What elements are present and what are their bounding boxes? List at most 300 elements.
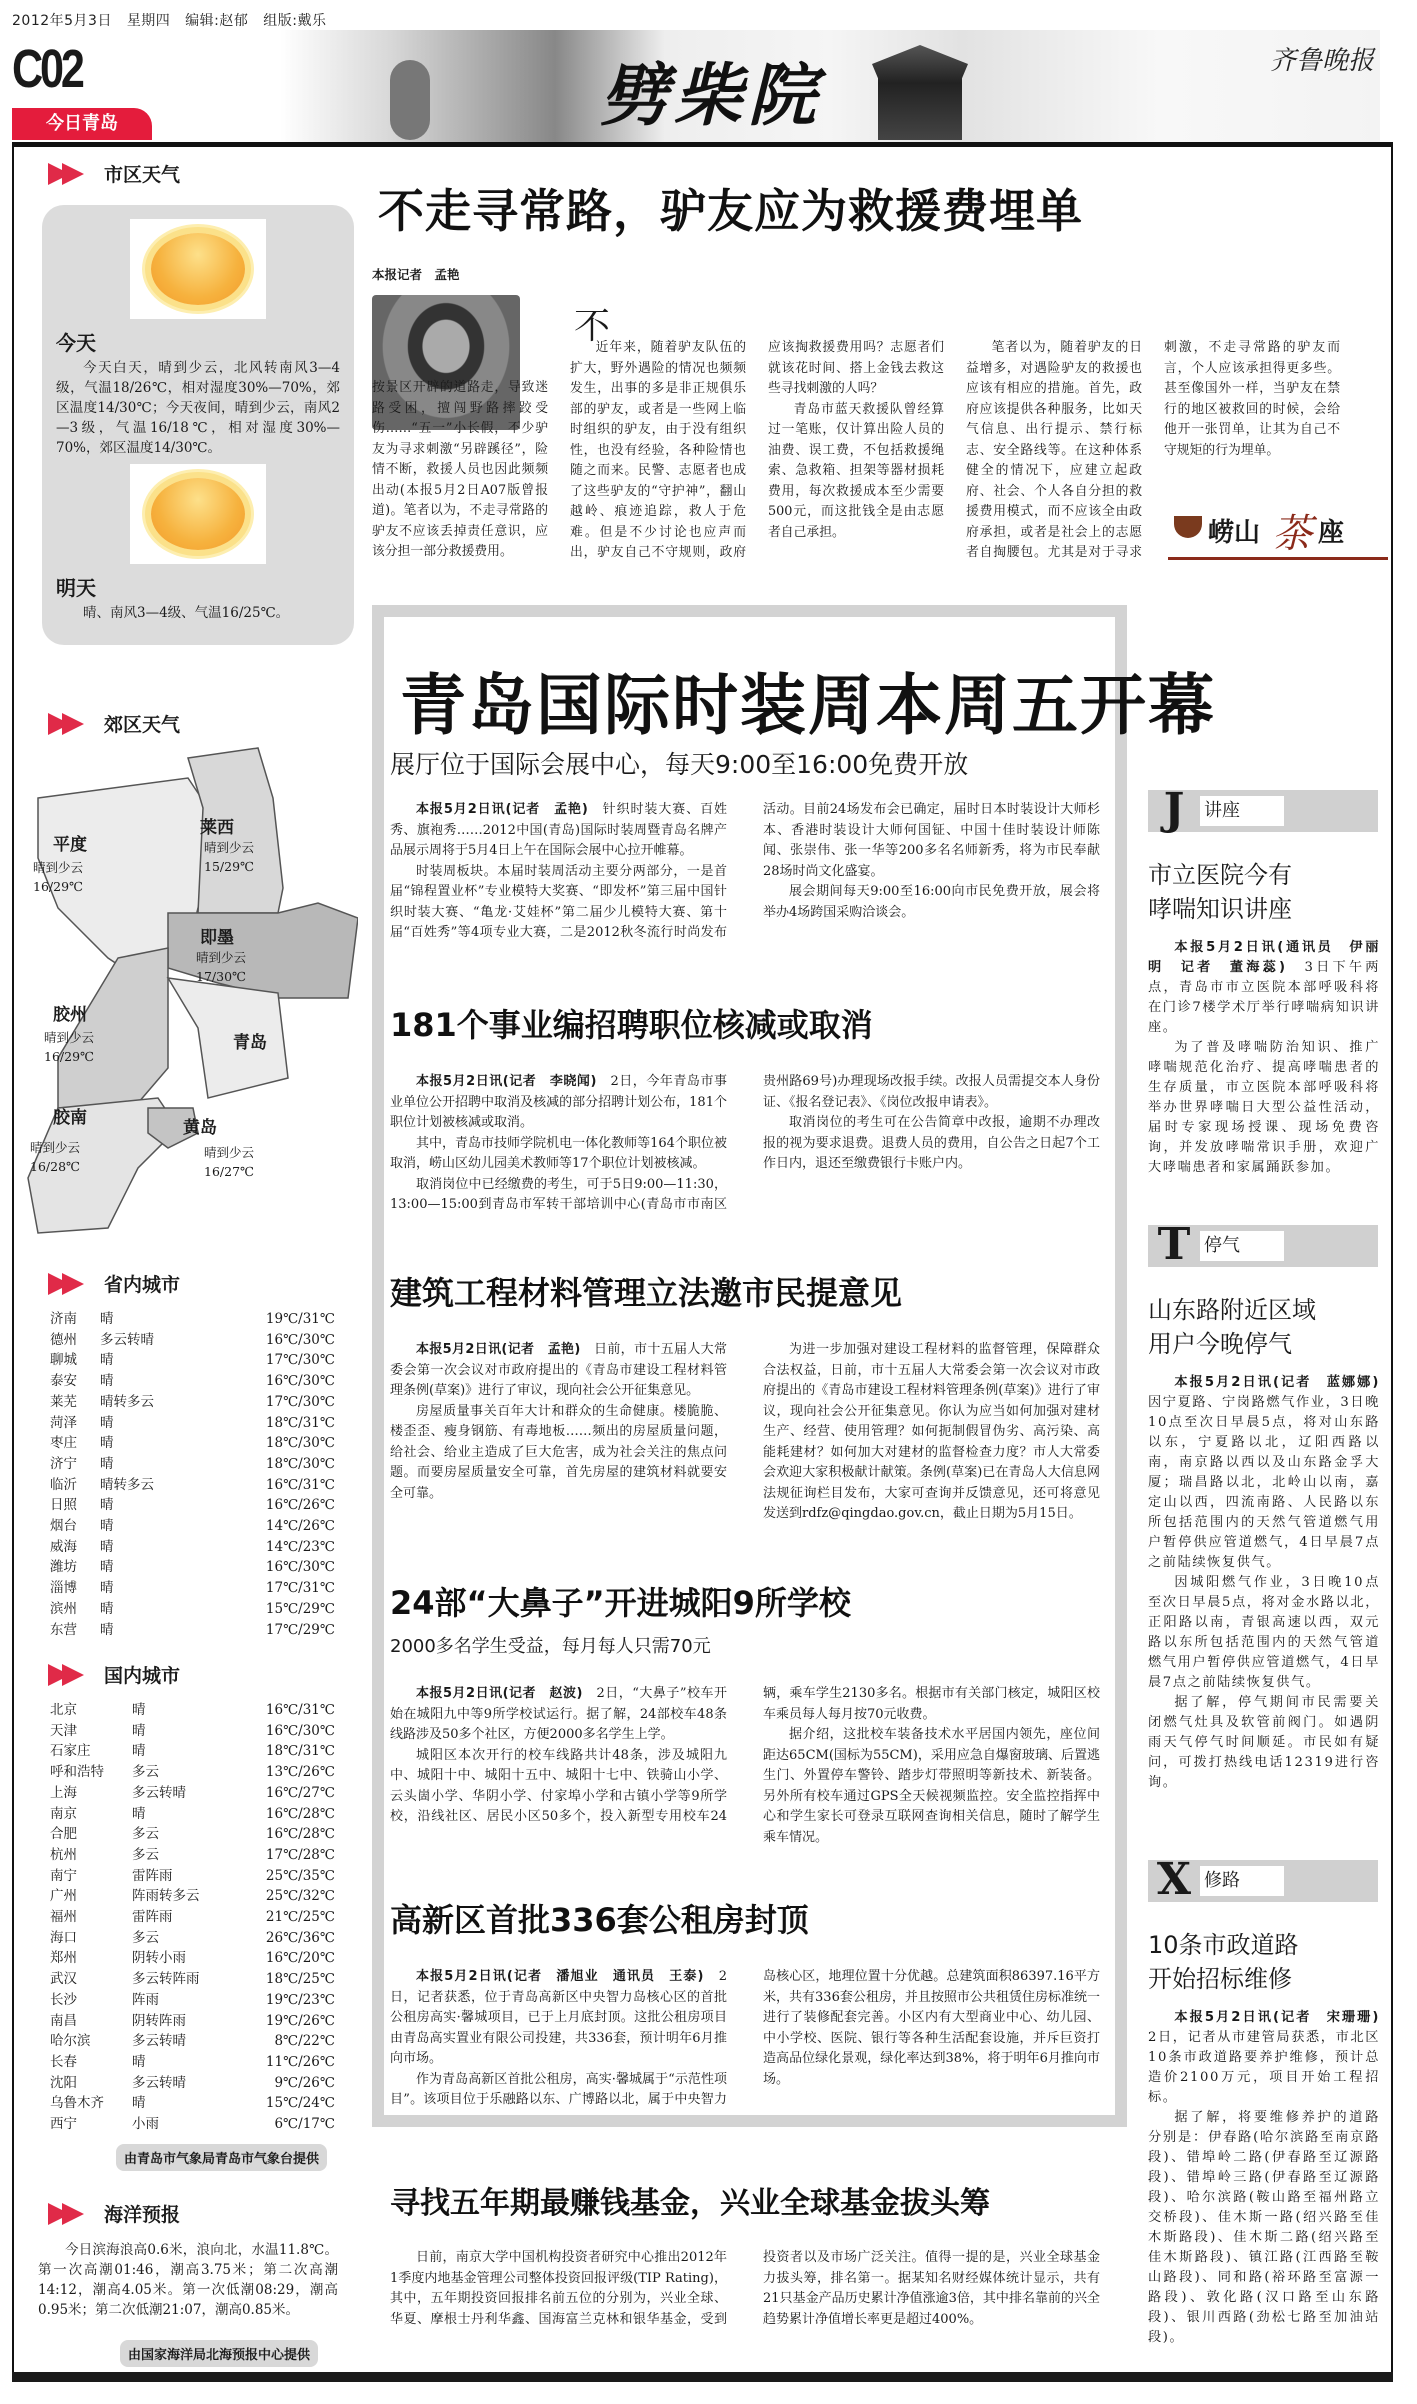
map-forecast-laixi: 晴到少云 15/29℃ <box>204 840 255 874</box>
city-weather-row <box>50 2073 335 2094</box>
map-label-jiaonan: 胶南 <box>53 1108 87 1128</box>
lead-paragraph <box>763 882 1100 923</box>
map-label-jiaozhou: 胶州 <box>53 1005 87 1025</box>
city-name: 德州 <box>50 1331 77 1348</box>
news-story <box>390 1578 1100 1848</box>
city-temp: 18℃/30℃ <box>265 1455 335 1472</box>
sun-icon <box>130 219 266 319</box>
city-name: 呼和浩特 <box>50 1764 104 1781</box>
city-condition: 晴 <box>100 1414 114 1431</box>
city-temp: 14℃/23℃ <box>265 1538 335 1555</box>
city-weather-row <box>50 1741 335 1762</box>
city-weather-row <box>50 1804 335 1825</box>
ocean-forecast: 今日滨海浪高0.6米，浪向北，水温11.8℃。第一次高潮01:46，潮高3.75米；第二次高潮14:12，潮高4.05米。第一次低潮08:29，潮高0.95米；第二次低潮21:07，潮高0.85米。 <box>38 2242 338 2318</box>
column-byline: 本报记者 孟艳 <box>372 267 460 282</box>
city-temp: 16℃/28℃ <box>265 1805 335 1822</box>
category-tag[interactable]: 停气 <box>1200 1231 1284 1261</box>
national-title: 国内城市 <box>104 1665 181 1687</box>
paragraph-text: 据了解，停气期间市民需要关闭燃气灶具及软管前阀门。如遇阴雨天气停气时间顺延。市民如有疑问，可拨打热线电话12319进行咨询。 <box>1148 1695 1380 1790</box>
brief-headline[interactable] <box>1148 1293 1380 1361</box>
today-forecast: 今天白天，晴到少云，北风转南风3—4级，气温18/26℃，相对湿度30%—70%，郊区温度14/30℃；今天夜间，晴到少云，南风2—3级，气温16/18℃，相对湿度30%—70%，郊区温度14/30℃。 <box>56 360 340 456</box>
city-temp: 25℃/32℃ <box>265 1888 335 1905</box>
paragraph-text: 取消岗位中已经缴费的考生，可于5日9:00—11:30，13:00—15:00到青岛市军转干部培训中心(青岛市市南区贵州路69号)办理现场改报手续。改报人员需提交本人身份证、《报名登记表》、《岗位改报申请表》。 <box>390 1074 1100 1212</box>
city-temp: 16℃/30℃ <box>265 1373 335 1390</box>
city-weather-row <box>50 1350 335 1371</box>
news-brief <box>1148 1219 1395 1793</box>
dateline: 本报5月2日讯(记者 孟艳) <box>416 1342 594 1357</box>
city-name: 南昌 <box>50 2012 77 2029</box>
lead-headline[interactable]: 青岛国际时装周本周五开幕 <box>400 667 1216 744</box>
city-weather-box <box>42 205 354 645</box>
city-name: 合肥 <box>50 1826 77 1843</box>
paragraph-text: 据了解，将要维修养护的道路分别是：伊春路(哈尔滨路至南京路段)、错埠岭二路(伊春路至辽源路段)、错埠岭三路(伊春路至辽源路段)、哈尔滨路(鞍山路至福州路立交桥段)、佳木斯一路(绍兴路至佳木斯路段)、佳木斯二路(绍兴路至佳木斯路段)、镇江路(江西路至鞍山路段)、同和路(裕环路至富源一路段)、敦化路(汉口路至山东路段)、银川西路(劲松七路至加油站段)。 <box>1148 2110 1380 2345</box>
city-condition: 阵雨转多云 <box>132 1888 200 1905</box>
city-name: 广州 <box>50 1888 77 1905</box>
column-paragraph: 笔者以为，随着驴友的日益增多，对遇险驴友的救援也应该有相应的措施。首先，政府应该提供各种服务，比如天气信息、出行提示、禁行标志、安全路线等。在这种体系健全的情况下，应建立起政府、社会、个人各自分担的救援费用模式，而不应该全由政府承担，或者是社会上的志愿者自掏腰包。尤其是对于寻求刺激，不走寻常路的驴友而言，个人应该承担得更多些。甚至像国外一样，当驴友在禁行的地区被救回的时候，会给他开一张罚单，让其为自己不守规矩的行为埋单。 <box>966 340 1340 560</box>
city-condition: 晴 <box>132 1722 146 1739</box>
city-weather-heading <box>48 160 180 187</box>
laoshan-teahouse-logo <box>1168 500 1388 560</box>
city-temp: 9℃/26℃ <box>274 2074 335 2091</box>
city-name: 郑州 <box>50 1950 77 1967</box>
city-condition: 阴转小雨 <box>132 1950 186 1967</box>
story-body <box>390 1072 1100 1216</box>
city-name: 乌鲁木齐 <box>50 2095 104 2112</box>
city-name: 长沙 <box>50 1991 77 2008</box>
story-headline[interactable]: 181个事业编招聘职位核减或取消 <box>390 1006 873 1044</box>
brief-body <box>1148 938 1380 1178</box>
city-name: 南宁 <box>50 1867 77 1884</box>
city-name: 天津 <box>50 1722 77 1739</box>
city-temp: 19℃/23℃ <box>265 1991 335 2008</box>
city-condition: 晴 <box>132 1805 146 1822</box>
story-paragraph <box>763 1113 1100 1175</box>
brief-paragraph <box>1148 2008 1395 2108</box>
double-arrow-icon <box>48 1273 90 1295</box>
story-paragraph <box>390 1684 727 1746</box>
issue-meta <box>12 10 326 30</box>
brief-headline-line: 10条市政道路 <box>1148 1931 1299 1959</box>
city-condition: 雷阵雨 <box>132 1867 173 1884</box>
city-weather-row <box>50 1948 335 1969</box>
paragraph-text: 因宁夏路、宁岗路燃气作业，3日晚10点至次日早晨5点，将对山东路以东，宁夏路以北，辽阳西路以南，南京路以西以及山东路金孚大厦；瑞昌路以北，北岭山以南，嘉定山以西，四流南路、人民路以东所包括范围内的天然气管道燃气用户暂停供应管道燃气，4日早晨7点之前陆续恢复供气。 <box>1148 1395 1380 1570</box>
city-condition: 晴 <box>100 1518 114 1535</box>
category-letter: T <box>1157 1219 1191 1270</box>
city-name: 石家庄 <box>50 1743 91 1760</box>
story-subhead: 2000多名学生受益，每月每人只需70元 <box>390 1636 711 1657</box>
banner-image <box>280 30 1380 142</box>
paragraph-text: 日前，南京大学中国机构投资者研究中心推出2012年1季度内地基金管理公司整体投资回报评级(TIP Rating)，其中，五年期投资回报排名前五位的分别为，兴业全球、华夏、摩根士丹利华鑫、国海富兰克林和银华基金，受到投资者以及市场广泛关注。值得一提的是，兴业全球基金力拔头筹，排名第一。据某知名财经媒体统计显示，共有21只基金产品历史累计净值涨逾3倍，其中排名靠前的兴全趋势累计净值增长率更是超过400%。 <box>390 2250 1100 2327</box>
lantern-illustration-icon <box>390 60 430 140</box>
weather-credit: 由青岛市气象局青岛市气象台提供 <box>116 2144 327 2171</box>
city-name: 东营 <box>50 1621 77 1638</box>
city-weather-row <box>50 1886 335 1907</box>
story-headline[interactable]: 高新区首批336套公租房封顶 <box>390 1901 809 1939</box>
paragraph-text: 据介绍，这批校车装备技术水平居国内领先，座位间距达65CM(国标为55CM)，采用应急自爆窗玻璃、后置逃生门、外置停车警铃、踏步灯带照明等新技术、新装备。另外所有校车通过GPS全天候视频监控。安全监控指挥中心和学生家长可登录互联网查询相关信息，随时了解学生乘车情况。 <box>763 1727 1100 1845</box>
city-condition: 多云 <box>132 1929 159 1946</box>
section-tab[interactable]: 今日青岛 <box>12 108 152 140</box>
city-name: 烟台 <box>50 1518 77 1535</box>
province-heading <box>48 1270 180 1297</box>
paragraph-text: 其中，青岛市技师学院机电一体化教师等164个职位被取消，崂山区幼儿园美术教师等17个职位计划被核减。 <box>390 1135 727 1171</box>
column-paragraph: 近年来，随着驴友队伍的扩大，野外遇险的情况也频频发生，出事的多是非正规俱乐部的驴友，或者是一些网上临时组织的驴友，由于没有组织性，也没有经验，各种险情也随之而来。民警、志愿者也成了这些驴友的“守护神”，翻山越岭、痕迹追踪，救人于危难。但是不少讨论也应声而出，驴友自己不守规则，政府应该掏救援费用吗？志愿者们就该花时间、搭上金钱去救这些寻找刺激的人吗？ <box>570 340 944 560</box>
national-weather-table <box>50 1700 335 2135</box>
city-name: 西宁 <box>50 2116 77 2133</box>
city-temp: 16℃/26℃ <box>265 1497 335 1514</box>
brief-headline-line: 哮喘知识讲座 <box>1148 895 1292 923</box>
dateline: 本报5月2日讯(记者 赵波) <box>416 1686 597 1701</box>
city-weather-row <box>50 1392 335 1413</box>
story-paragraph <box>763 1725 1100 1848</box>
brief-headline-line: 市立医院今有 <box>1148 861 1292 889</box>
city-condition: 多云转晴 <box>132 1784 186 1801</box>
double-arrow-icon <box>48 163 90 185</box>
city-condition: 晴 <box>100 1455 114 1472</box>
brief-headline[interactable] <box>1148 1928 1380 1996</box>
city-temp: 16℃/31℃ <box>265 1702 335 1718</box>
brief-paragraph <box>1148 2108 1380 2348</box>
brief-body <box>1148 2008 1395 2348</box>
paragraph-text: 2日，今年青岛市事业单位公开招聘中取消及核减的部分招聘计划公布，181个职位计划被核减或取消。 <box>390 1074 727 1130</box>
city-name: 福州 <box>50 1909 77 1926</box>
paragraph-text: 2日，记者从市建管局获悉，市北区10条市政道路要养护维修，预计总造价2100万元，项目开始工程招标。 <box>1148 2030 1380 2105</box>
national-heading <box>48 1661 180 1688</box>
paragraph-text: 3日下午两点，青岛市市立医院本部呼吸科将在门诊7楼学术厅举行哮喘病知识讲座。 <box>1148 960 1380 1035</box>
city-temp: 19℃/31℃ <box>265 1311 335 1327</box>
city-name: 南京 <box>50 1805 77 1822</box>
column-paragraph: 按景区开辟的道路走，导致迷路受困，擅闯野路摔跤受伤……“五一”小长假，不少驴友为寻求刺激“另辟蹊径”，险情不断，救援人员也因此频频出动(本报5月2日A07版曾报道)。笔者以为，不走寻常路的驴友不应该丢掉责任意识，应该分担一部分救援费用。 <box>372 380 548 559</box>
ocean-title: 海洋预报 <box>104 2204 181 2226</box>
layout-editor: 组版:戴乐 <box>263 13 327 29</box>
city-weather-row <box>50 1578 335 1599</box>
city-weather-row <box>50 1516 335 1537</box>
city-weather-row <box>50 1454 335 1475</box>
city-condition: 晴 <box>100 1600 114 1617</box>
story-paragraph <box>763 1340 1100 1525</box>
city-weather-row <box>50 1969 335 1990</box>
region-qingdao <box>168 978 288 1098</box>
category-tag[interactable]: 修路 <box>1200 1866 1284 1896</box>
city-weather-row <box>50 1620 335 1641</box>
paragraph-text: 城阳区本次开行的校车线路共计48条，涉及城阳九中、城阳十中、城阳十五中、城阳十七中、铁骑山小学、云头崮小学、华阴小学、付家埠小学和古镇小学等9所学校，沿线社区、居民小区50多个，投入新型专用校车24辆，乘车学生2130多名。根据市有关部门核定，城阳区校车乘员每人每月按70元收费。 <box>390 1686 1100 1824</box>
city-name: 济宁 <box>50 1455 77 1472</box>
city-temp: 16℃/30℃ <box>265 1331 335 1348</box>
today-label: 今天 <box>56 331 96 355</box>
city-weather-row <box>50 1557 335 1578</box>
sun-icon <box>130 464 266 564</box>
paragraph-text: 作为青岛高新区首批公租房，高实·馨城属于“示范性项目”。该项目位于乐融路以东、广博路以北，属于中央智力岛核心区，地理位置十分优越。总建筑面积86397.16平方米，共有336套公租房，并且按照市公共租赁住房标准统一进行了装修配套完善。小区内有大型商业中心、幼儿园、中小学校、医院、银行等各种生活配套设施，并斥巨资打造高品位绿化景观，绿化率达到38%，将于明年6月推向市场。 <box>390 1969 1100 2107</box>
city-weather-row <box>50 1762 335 1783</box>
city-temp: 19℃/26℃ <box>265 2012 335 2029</box>
city-weather-row <box>50 1371 335 1392</box>
city-weather-row <box>50 1537 335 1558</box>
city-condition: 晴转多云 <box>100 1476 154 1493</box>
city-name: 武汉 <box>50 1971 77 1988</box>
city-weather-row <box>50 1599 335 1620</box>
story-headline[interactable]: 建筑工程材料管理立法邀市民提意见 <box>390 1274 903 1312</box>
column-dropcap: 不 <box>574 306 611 347</box>
column-headline[interactable]: 不走寻常路，驴友应为救援费埋单 <box>378 184 1083 238</box>
city-name: 杭州 <box>50 1846 77 1863</box>
lead-body <box>390 800 1100 944</box>
city-condition: 多云转阵雨 <box>132 1971 200 1988</box>
city-condition: 晴 <box>100 1352 114 1369</box>
ocean-credit: 由国家海洋局北海预报中心提供 <box>120 2340 318 2367</box>
city-condition: 晴 <box>100 1497 114 1514</box>
city-weather-row <box>50 1475 335 1496</box>
city-weather-row <box>50 2011 335 2032</box>
brief-paragraph <box>1148 1573 1380 1693</box>
city-condition: 晴 <box>100 1580 114 1597</box>
newspaper-masthead: 齐鲁晚报 <box>1270 46 1375 76</box>
city-name: 临沂 <box>50 1476 77 1493</box>
city-name: 长春 <box>50 2053 77 2070</box>
brief-category-bar <box>1148 1854 1378 1905</box>
editor: 编辑:赵郁 <box>185 13 249 29</box>
city-weather-row <box>50 1700 335 1721</box>
city-name: 日照 <box>50 1497 77 1514</box>
frame-bottom-rule <box>12 2372 1393 2382</box>
city-condition: 晴 <box>100 1559 114 1576</box>
city-temp: 17℃/30℃ <box>265 1393 335 1410</box>
city-temp: 11℃/26℃ <box>265 2053 335 2070</box>
story-body <box>390 1684 1100 1848</box>
paragraph-text: 针织时装大赛、百姓秀、旗袍秀……2012中国(青岛)国际时装周暨青岛名牌产品展示周将于5月4日上午在国际会展中心拉开帷幕。 <box>390 802 727 858</box>
news-brief <box>1148 1854 1395 2348</box>
city-temp: 14℃/26℃ <box>265 1518 335 1535</box>
news-story <box>390 1268 1100 1525</box>
city-weather-row <box>50 2031 335 2052</box>
dateline: 本报5月2日讯(记者 蓝娜娜) <box>1174 1375 1395 1390</box>
city-weather-row <box>50 1990 335 2011</box>
brief-headline[interactable] <box>1148 858 1380 926</box>
story-paragraph <box>390 1072 727 1134</box>
story-headline[interactable]: 24部“大鼻子”开进城阳9所学校 <box>390 1584 851 1622</box>
column-paragraph: 青岛市蓝天救援队曾经算过一笔账，仅计算出险人员的油费、误工费，不包括救援绳索、急救箱、担架等器材损耗费用，每次救援成本至少需要500元，而这批钱全是由志愿者自己承担。 <box>768 401 944 540</box>
city-weather-row <box>50 1866 335 1887</box>
news-story <box>390 1895 1100 2111</box>
double-arrow-icon <box>48 1664 90 1686</box>
paragraph-text: 房屋质量事关百年大计和群众的生命健康。楼脆脆、楼歪歪、瘦身钢筋、有毒地板……频出的房屋质量问题，给社会、给业主造成了巨大危害，成为社会关注的焦点问题。而要房屋质量安全可靠，首先房屋的建筑材料就要安全可靠。 <box>390 1403 727 1501</box>
city-condition: 晴 <box>100 1373 114 1390</box>
lead-subhead: 展厅位于国际会展中心，每天9:00至16:00免费开放 <box>390 750 969 779</box>
city-temp: 16℃/28℃ <box>265 1826 335 1843</box>
city-weather-row <box>50 2093 335 2114</box>
city-weather-row <box>50 1845 335 1866</box>
double-arrow-icon <box>48 2203 90 2225</box>
city-condition: 多云 <box>132 1764 159 1781</box>
lead-paragraph <box>390 800 727 862</box>
city-name: 滨州 <box>50 1600 77 1617</box>
paragraph-text: 2日，“大鼻子”校车开始在城阳九中等9所学校试运行。据了解，24部校车48条线路涉及50多个社区，方便2000多名学生上学。 <box>390 1686 727 1742</box>
map-label-qingdao: 青岛 <box>233 1033 267 1053</box>
city-weather-row <box>50 2052 335 2073</box>
city-weather-row <box>50 1413 335 1434</box>
map-forecast-jiaonan: 晴到少云 16/28℃ <box>30 1140 81 1174</box>
city-name: 淄博 <box>50 1580 77 1597</box>
city-temp: 17℃/31℃ <box>265 1580 335 1597</box>
paragraph-text: 为了普及哮喘防治知识、推广哮喘规范化治疗、提高哮喘患者的生存质量，市立医院本部呼吸科将举办世界哮喘日大型公益性活动，届时专家现场授课、现场免费咨询，并发放哮喘常识手册，欢迎广大哮喘患者和家属踊跃参加。 <box>1148 1040 1380 1175</box>
story-paragraph <box>390 1967 727 2070</box>
city-name: 聊城 <box>50 1352 77 1369</box>
suburb-weather-heading <box>48 710 180 737</box>
city-condition: 阴转阵雨 <box>132 2012 186 2029</box>
city-condition: 晴 <box>100 1435 114 1452</box>
city-temp: 6℃/17℃ <box>274 2116 335 2133</box>
city-temp: 15℃/29℃ <box>265 1600 335 1617</box>
tomorrow-forecast: 晴、南风3—4级、气温16/25℃。 <box>83 605 290 621</box>
city-name: 上海 <box>50 1784 77 1801</box>
brief-category-bar <box>1148 784 1378 835</box>
issue-date: 2012年5月3日 <box>12 13 112 29</box>
city-name: 泰安 <box>50 1373 77 1390</box>
city-weather-title: 市区天气 <box>104 164 181 186</box>
province-title: 省内城市 <box>104 1274 181 1296</box>
page-number: C02 <box>12 39 82 99</box>
city-weather-row <box>50 1783 335 1804</box>
map-label-pingdu: 平度 <box>53 835 87 855</box>
tomorrow-label: 明天 <box>56 576 96 600</box>
city-temp: 18℃/25℃ <box>265 1971 335 1988</box>
brief-paragraph <box>1148 1038 1380 1178</box>
city-weather-row <box>50 1495 335 1516</box>
city-temp: 17℃/28℃ <box>265 1846 335 1863</box>
city-weather-row <box>50 1721 335 1742</box>
story-paragraph <box>390 1402 727 1505</box>
city-condition: 晴 <box>132 1702 146 1718</box>
brief-paragraph <box>1148 1693 1380 1793</box>
city-temp: 16℃/27℃ <box>265 1784 335 1801</box>
city-weather-row <box>50 1433 335 1454</box>
city-condition: 多云转晴 <box>100 1331 154 1348</box>
paragraph-text: 为进一步加强对建设工程材料的监督管理，保障群众合法权益，日前，市十五届人大常委会第一次会议对市政府提出的《青岛市建设工程材料管理条例(草案)》进行了审议，现向社会公开征集意见。你认为应当如何加强对建材生产、经营、使用管理？如何扼制假冒伪劣、高污染、高能耗建材？如何加大对建材的监督检查力度？市人大常委会欢迎大家积极献计献策。条例(草案)已在青岛人大信息网法规征询栏目发布，大家可查询并反馈意见，还可将意见发送到rdfz@qingdao.gov.cn，截止日期为5月15日。 <box>763 1342 1100 1521</box>
city-condition: 多云 <box>132 1846 159 1863</box>
story-paragraph <box>390 1134 727 1175</box>
city-name: 哈尔滨 <box>50 2033 91 2050</box>
brief-category-bar <box>1148 1219 1378 1270</box>
city-name: 济南 <box>50 1311 77 1327</box>
dateline: 本报5月2日讯(记者 李晓闻) <box>416 1074 611 1089</box>
city-weather-row <box>50 1928 335 1949</box>
paragraph-text: 2日，记者获悉，位于青岛高新区中央智力岛核心区的首批公租房高实·馨城项目，已于上月底封顶。这批公租房项目由青岛高实置业有限公司投建，共336套，预计明年6月推向市场。 <box>390 1969 727 2066</box>
logo-text-laoshan: 崂山 <box>1208 518 1261 548</box>
city-temp: 16℃/20℃ <box>265 1950 335 1967</box>
paragraph-text: 取消岗位的考生可在公告简章中改报，逾期不办理改报的视为要求退费。退费人员的费用，自公告之日起7个工作日内，退还至缴费银行卡账户内。 <box>763 1115 1100 1171</box>
dateline: 本报5月2日讯(记者 孟艳) <box>416 802 603 817</box>
city-temp: 18℃/31℃ <box>265 1743 335 1760</box>
story-body <box>390 1967 1100 2111</box>
coffee-cup-icon <box>1174 516 1202 538</box>
suburb-weather-title: 郊区天气 <box>104 714 181 736</box>
category-letter: J <box>1163 784 1185 835</box>
city-condition: 晴 <box>132 2053 146 2070</box>
city-temp: 21℃/25℃ <box>265 1909 335 1926</box>
map-forecast-pingdu: 晴到少云 16/29℃ <box>33 860 84 894</box>
city-temp: 17℃/30℃ <box>265 1352 335 1369</box>
city-condition: 多云转晴 <box>132 2033 186 2050</box>
city-temp: 26℃/36℃ <box>265 1929 335 1946</box>
city-weather-row <box>50 2114 335 2135</box>
news-story <box>390 1000 1100 1216</box>
city-temp: 16℃/31℃ <box>265 1476 335 1493</box>
brief-paragraph <box>1148 1373 1395 1573</box>
story-headline[interactable]: 寻找五年期最赚钱基金，兴业全球基金拔头筹 <box>390 2186 990 2221</box>
city-condition: 晴 <box>132 1743 146 1760</box>
city-temp: 13℃/26℃ <box>265 1764 335 1781</box>
issue-weekday: 星期四 <box>126 13 171 29</box>
city-condition: 晴 <box>100 1621 114 1638</box>
city-name: 海口 <box>50 1929 77 1946</box>
city-name: 莱芜 <box>50 1393 77 1410</box>
dateline: 本报5月2日讯(记者 潘旭业 通讯员 王泰) <box>416 1969 719 1984</box>
brief-body <box>1148 1373 1395 1793</box>
city-temp: 18℃/30℃ <box>265 1435 335 1452</box>
city-name: 沈阳 <box>50 2074 77 2091</box>
city-name: 潍坊 <box>50 1559 77 1576</box>
city-temp: 25℃/35℃ <box>265 1867 335 1884</box>
brief-headline-line: 山东路附近区域 <box>1148 1296 1316 1324</box>
story-body <box>390 1340 1100 1525</box>
category-letter: X <box>1156 1854 1192 1905</box>
city-temp: 16℃/30℃ <box>265 1722 335 1739</box>
city-temp: 16℃/30℃ <box>265 1559 335 1576</box>
logo-text-seat: 座 <box>1318 518 1345 548</box>
brief-headline-line: 用户今晚停气 <box>1148 1330 1292 1358</box>
paragraph-text: 因城阳燃气作业，3日晚10点至次日早晨5点，将对金水路以北，正阳路以南，青银高速以西，双元路以东所包括范围内的天然气管道燃气用户暂停供应管道燃气，4日早晨7点之前陆续恢复供气。 <box>1148 1575 1380 1690</box>
story-paragraph <box>390 2248 1100 2330</box>
city-condition: 晴 <box>132 2095 146 2112</box>
logo-text-tea: 茶 <box>1272 511 1312 557</box>
suburb-weather-map <box>18 738 358 1238</box>
city-condition: 多云 <box>132 1826 159 1843</box>
city-condition: 阵雨 <box>132 1991 159 2008</box>
map-forecast-jiaozhou: 晴到少云 16/29℃ <box>44 1030 95 1064</box>
city-condition: 晴 <box>100 1311 114 1327</box>
city-name: 北京 <box>50 1702 77 1718</box>
news-story <box>390 2178 1100 2330</box>
city-temp: 17℃/29℃ <box>265 1621 335 1638</box>
city-condition: 雷阵雨 <box>132 1909 173 1926</box>
map-forecast-huangdao: 晴到少云 16/27℃ <box>204 1145 255 1179</box>
map-label-jimo: 即墨 <box>200 928 234 948</box>
double-arrow-icon <box>48 713 90 735</box>
city-temp: 15℃/24℃ <box>265 2095 335 2112</box>
banner-title: 劈柴院 <box>600 56 823 136</box>
city-weather-row <box>50 1907 335 1928</box>
city-condition: 晴 <box>100 1538 114 1555</box>
map-forecast-jimo: 晴到少云 17/30℃ <box>196 950 247 984</box>
province-weather-table <box>50 1309 335 1640</box>
ocean-heading <box>48 2200 180 2227</box>
map-label-laixi: 莱西 <box>200 818 234 838</box>
dateline: 本报5月2日讯(通讯员 伊丽明 记者 董海蕊) <box>1148 940 1380 975</box>
city-weather-row <box>50 1309 335 1330</box>
paragraph-text: 时装周板块。本届时装周活动主要分两部分，一是首届“锦程置业杯”专业模特大奖赛、“即发杯”第三届中国针织时装大赛、“亀龙·艾娃杯”第二届少儿模特大赛、第十届“百姓秀”等4项专业大赛，二是2012秋冬流行时尚发布活动。目前24场发布会已确定，届时日本时装设计大师杉本、香港时装设计大师何国钲、中国十佳时装设计师陈闻、张崇伟、张一华等200多名名师新秀，将为市民奉献28场时尚文化盛宴。 <box>390 802 1100 940</box>
city-name: 枣庄 <box>50 1435 77 1452</box>
category-tag[interactable]: 讲座 <box>1200 796 1284 826</box>
news-brief <box>1148 784 1380 1178</box>
city-condition: 多云转晴 <box>132 2074 186 2091</box>
city-temp: 18℃/31℃ <box>265 1414 335 1431</box>
city-name: 菏泽 <box>50 1414 77 1431</box>
dateline: 本报5月2日讯(记者 宋珊珊) <box>1174 2010 1395 2025</box>
brief-paragraph <box>1148 938 1380 1038</box>
city-condition: 晴转多云 <box>100 1393 154 1410</box>
city-condition: 小雨 <box>132 2116 159 2133</box>
paragraph-text: 日前，市十五届人大常委会第一次会议对市政府提出的《青岛市建设工程材料管理条例(草案)》进行了审议，现向社会公开征集意见。 <box>390 1342 727 1398</box>
city-name: 威海 <box>50 1538 77 1555</box>
paragraph-text: 展会期间每天9:00至16:00向市民免费开放，展会将举办4场跨国采购洽谈会。 <box>763 884 1100 920</box>
